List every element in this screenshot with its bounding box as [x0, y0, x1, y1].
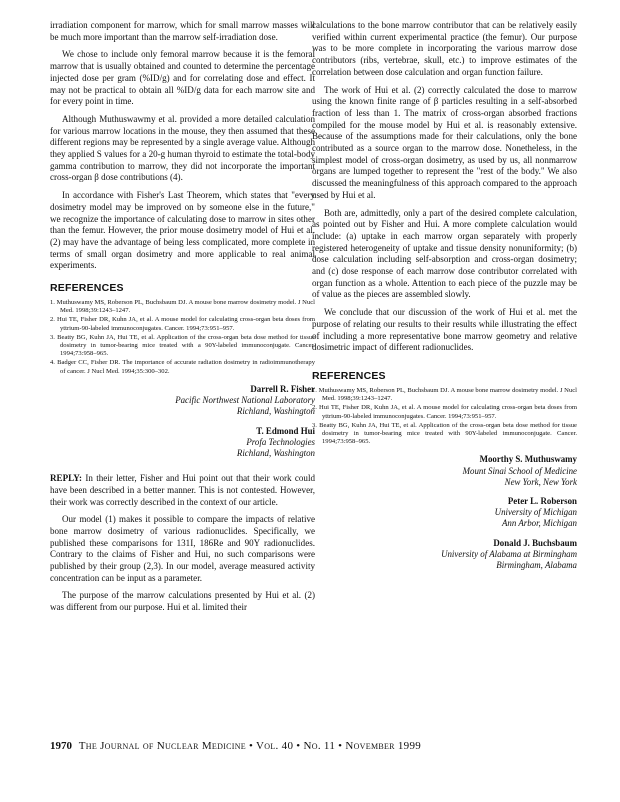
body-paragraph: calculations to the bone marrow contributor that can be relatively easily verified within current experimental practice (the femur). Our purpose was to be more complete in incorporating the various marrow dose contributors (ribs, vertebrae, skull, etc.) to improve estimates of the correlation between dose calculation and organ function failure.: [312, 20, 577, 77]
author-location: New York, New York: [504, 476, 577, 487]
author-signature: [50, 384, 315, 418]
reference-item: 1. Muthuswamy MS, Roberson PL, Buchsbaum DJ. A mouse bone marrow dosimetry model. J Nucl Med. 1998;39:1243–1247.: [50, 299, 315, 315]
author-affiliation: Profa Technologies: [246, 436, 315, 447]
body-paragraph: Our model (1) makes it possible to compare the impacts of relative bone marrow dosimetry of various radionuclides. Specifically, we published these comparisons for 131I, 186Re and 90Y radionuclides. Contrary to the claims of Fisher and Hui, no such comparisons were published by their group (2,3). In our model, average measured activity concentration can be input as a parameter.: [50, 514, 315, 583]
author-location: Ann Arbor, Michigan: [501, 518, 577, 529]
body-paragraph: irradiation component for marrow, which for small marrow masses will be much more important than the marrow self-irradiation dose.: [50, 20, 315, 42]
author-name: Darrell R. Fisher: [250, 383, 315, 394]
body-paragraph: The work of Hui et al. (2) correctly calculated the dose to marrow using the known finite range of β particles resulting in a self-absorbed fraction of less than 1. The matrix of cross-organ absorbed fractions compiled for the mouse model by Hui et al. is reasonably extensive. Because of the assumptions made for their calculations, only the bone contributed as a source organ to the marrow dose. Nonetheless, in the simplest model of cross-organ dosimetry, as used by us, all nonmarrow organs are lumped together to represent the "rest of the body." We also discussed the meaningfulness of this approach compared to the approach used by Hui et al.: [312, 84, 577, 200]
reference-item: 4. Badger CC, Fisher DR. The importance of accurate radiation dosimetry in radioimmunotherapy of cancer. J Nucl Med. 1994;35:300–302.: [50, 359, 315, 375]
right-column: [312, 20, 577, 571]
author-location: Richland, Washington: [236, 406, 315, 417]
author-affiliation: Pacific Northwest National Laboratory: [175, 395, 315, 406]
author-signature: [312, 496, 577, 530]
author-name: Peter L. Roberson: [507, 496, 577, 507]
author-signature: [312, 454, 577, 488]
page-number: 1970: [50, 740, 72, 752]
reply-label: REPLY:: [50, 473, 83, 484]
reference-list: [50, 299, 315, 376]
author-location: Birmingham, Alabama: [496, 560, 577, 571]
reference-list: [312, 387, 577, 446]
author-name: Donald J. Buchsbaum: [493, 537, 577, 548]
reference-item: 1. Muthuswamy MS, Roberson PL, Buchsbaum DJ. A mouse bone marrow dosimetry model. J Nucl Med. 1998;39:1243–1247.: [312, 386, 577, 403]
reference-item: 2. Hui TE, Fisher DR, Kuhn JA, et al. A mouse model for calculating cross-organ beta doses from yttrium-90-labeled immunoconjugates. Cancer. 1994;73:951–957.: [312, 404, 577, 420]
author-signature: [312, 538, 577, 572]
reply-text: In their letter, Fisher and Hui point out that their work could have been described in a better manner. This is not contested. However, their work was correctly described in the context of our article.: [50, 473, 315, 507]
references-heading: REFERENCES: [312, 369, 386, 382]
body-paragraph: We conclude that our discussion of the work of Hui et al. met the purpose of relating our results to their results while illustrating the effect of including a more representative bone marrow geometry and relative dosimetric impact of different radionuclides.: [312, 307, 577, 353]
author-name: T. Edmond Hui: [256, 425, 315, 436]
author-name: Moorthy S. Muthuswamy: [479, 454, 577, 465]
author-signature: [50, 426, 315, 460]
body-paragraph: In accordance with Fisher's Last Theorem, which states that "every dosimetry model may be improved on by someone else in the future," we recognize the importance of calculating dose to marrow in sites other than the femur. However, the prior mouse dosimetry model of Hui et al. (2) may have the advantage of being less complicated, more complete in terms of small organ dosimetry and more applicable to real animal experiments.: [50, 190, 315, 271]
page-footer: [50, 740, 590, 752]
journal-citation: The Journal of Nuclear Medicine • Vol. 40 • No. 11 • November 1999: [78, 740, 422, 752]
author-location: Richland, Washington: [236, 447, 315, 458]
body-paragraph: Both are, admittedly, only a part of the desired complete calculation, as pointed out by Fisher and Hui. A more complete calculation would include: (a) uptake in each marrow organ separately with properly registered heterogeneity of uptake and tissue density nonuniformity; (b) dose calculation including self-absorption and cross-organ dosimetry; and (c) dose response of each marrow dose contributor correlated with organ function as a whole. Attention to each piece of the puzzle may be of value as the pieces are assembled slowly.: [312, 207, 577, 300]
left-column: [50, 20, 315, 620]
reference-item: 2. Hui TE, Fisher DR, Kuhn JA, et al. A mouse model for calculating cross-organ beta doses from yttrium-90-labeled immunoconjugates. Cancer. 1994;73:951–957.: [50, 316, 315, 332]
reference-item: 3. Beatty BG, Kuhn JA, Hui TE, et al. Application of the cross-organ beta dose method for tissue dosimetry in tumor-bearing mice treated with a 90Y-labeled immunoconjugate. Cancer. 1994;73:958–965.: [50, 333, 315, 358]
references-heading: REFERENCES: [50, 282, 124, 295]
body-paragraph: The purpose of the marrow calculations presented by Hui et al. (2) was different from our purpose. Hui et al. limited their: [50, 590, 315, 613]
reference-item: 3. Beatty BG, Kuhn JA, Hui TE, et al. Application of the cross-organ beta dose method for tissue dosimetry in tumor-bearing mice treated with 90Y-labeled immunoconjugate. Cancer. 1994;73:958–965.: [312, 421, 577, 446]
body-paragraph: Although Muthuswawmy et al. provided a more detailed calculation for various marrow locations in the mouse, they then assumed that these different regions may be represented by a single average value. Although they applied S values for a 20-g human thyroid to estimate the total-body gamma contribution to marrow, they did not incorporate the important cross-organ β dose contributions (4).: [50, 113, 315, 183]
author-affiliation: University of Michigan: [494, 507, 577, 518]
author-affiliation: Mount Sinai School of Medicine: [462, 465, 577, 476]
author-affiliation: University of Alabama at Birmingham: [441, 548, 577, 559]
body-paragraph: We chose to include only femoral marrow because it is the femoral marrow that is usually obtained and counted to determine the percentage injected dose per gram (%ID/g) and for correlating dose and effect. It may not be practical to obtain all %ID/g data for each marrow site and for every point in time.: [50, 49, 315, 107]
reply-paragraph: [50, 473, 315, 508]
